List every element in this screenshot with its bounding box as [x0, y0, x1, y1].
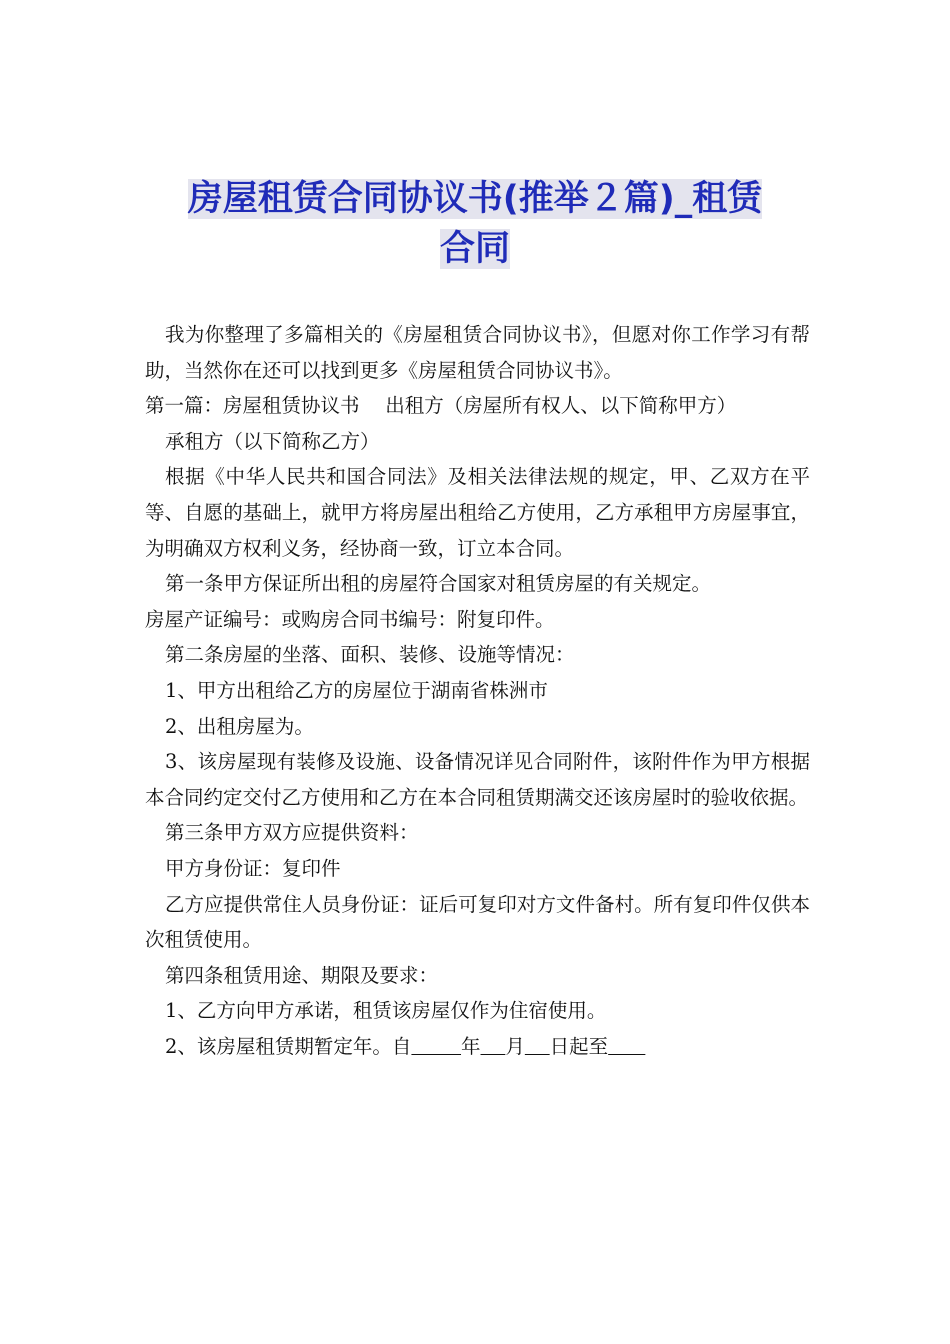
paragraph-clause-3-party-b: 乙方应提供常住人员身份证：证后可复印对方文件备村。所有复印件仅供本次租赁使用。 [145, 892, 810, 952]
paragraph-clause-4: 第四条租赁用途、期限及要求： [165, 963, 439, 987]
paragraph-clause-1: 第一条甲方保证所出租的房屋符合国家对租赁房屋的有关规定。 [165, 572, 712, 596]
blank-start-month [481, 1035, 506, 1058]
paragraph-legal-basis: 根据《中华人民共和国合同法》及相关法律法规的规定，甲、乙双方在平等、自愿的基础上，就甲方将房屋出租给乙方使用，乙方承租甲方房屋事宜，为明确双方权利义务，经协商一致，订立本合同。 [145, 465, 810, 560]
paragraph-clause-2-item-2: 2、出租房屋为。 [165, 714, 314, 738]
document-title [130, 174, 820, 274]
title-line-2: 合同 [439, 229, 510, 269]
paragraph-clause-2-item-3: 3、该房屋现有装修及设施、设备情况详见合同附件，该附件作为甲方根据本合同约定交付乙方使用和乙方在本合同租赁期满交还该房屋时的验收依据。 [145, 750, 810, 809]
paragraph-certificate: 房屋产证编号：或购房合同书编号：附复印件。 [145, 607, 555, 631]
blank-end-date [608, 1035, 645, 1058]
lease-term-text-year: 年 [461, 1034, 481, 1058]
blank-start-year [411, 1035, 461, 1058]
paragraph-clause-3: 第三条甲方双方应提供资料： [165, 821, 419, 845]
paragraph-clause-4-item-1: 1、乙方向甲方承诺，租赁该房屋仅作为住宿使用。 [165, 999, 607, 1023]
paragraph-lessee: 承租方（以下简称乙方） [165, 429, 380, 453]
paragraph-clause-4-item-2 [145, 1029, 810, 1065]
lease-term-text-day: 日起至 [549, 1034, 609, 1058]
paragraph-clause-2-item-1: 1、甲方出租给乙方的房屋位于湖南省株洲市 [165, 678, 548, 702]
document-body [145, 317, 810, 1064]
paragraph-clause-2: 第二条房屋的坐落、面积、装修、设施等情况： [165, 643, 575, 667]
paragraph-intro: 我为你整理了多篇相关的《房屋租赁合同协议书》，但愿对你工作学习有帮助，当然你在还可以找到更多《房屋租赁合同协议书》。 [145, 323, 810, 382]
lease-term-text-1: 2、该房屋租赁期暂定年。自 [165, 1034, 412, 1058]
lease-term-text-month: 月 [505, 1034, 525, 1058]
blank-start-day [525, 1035, 550, 1058]
paragraph-first-article: 第一篇：房屋租赁协议书 出租方（房屋所有权人、以下简称甲方） [145, 394, 737, 418]
paragraph-clause-3-party-a: 甲方身份证：复印件 [165, 856, 341, 880]
title-line-1: 房屋租赁合同协议书(推举２篇)_租赁 [187, 179, 763, 219]
